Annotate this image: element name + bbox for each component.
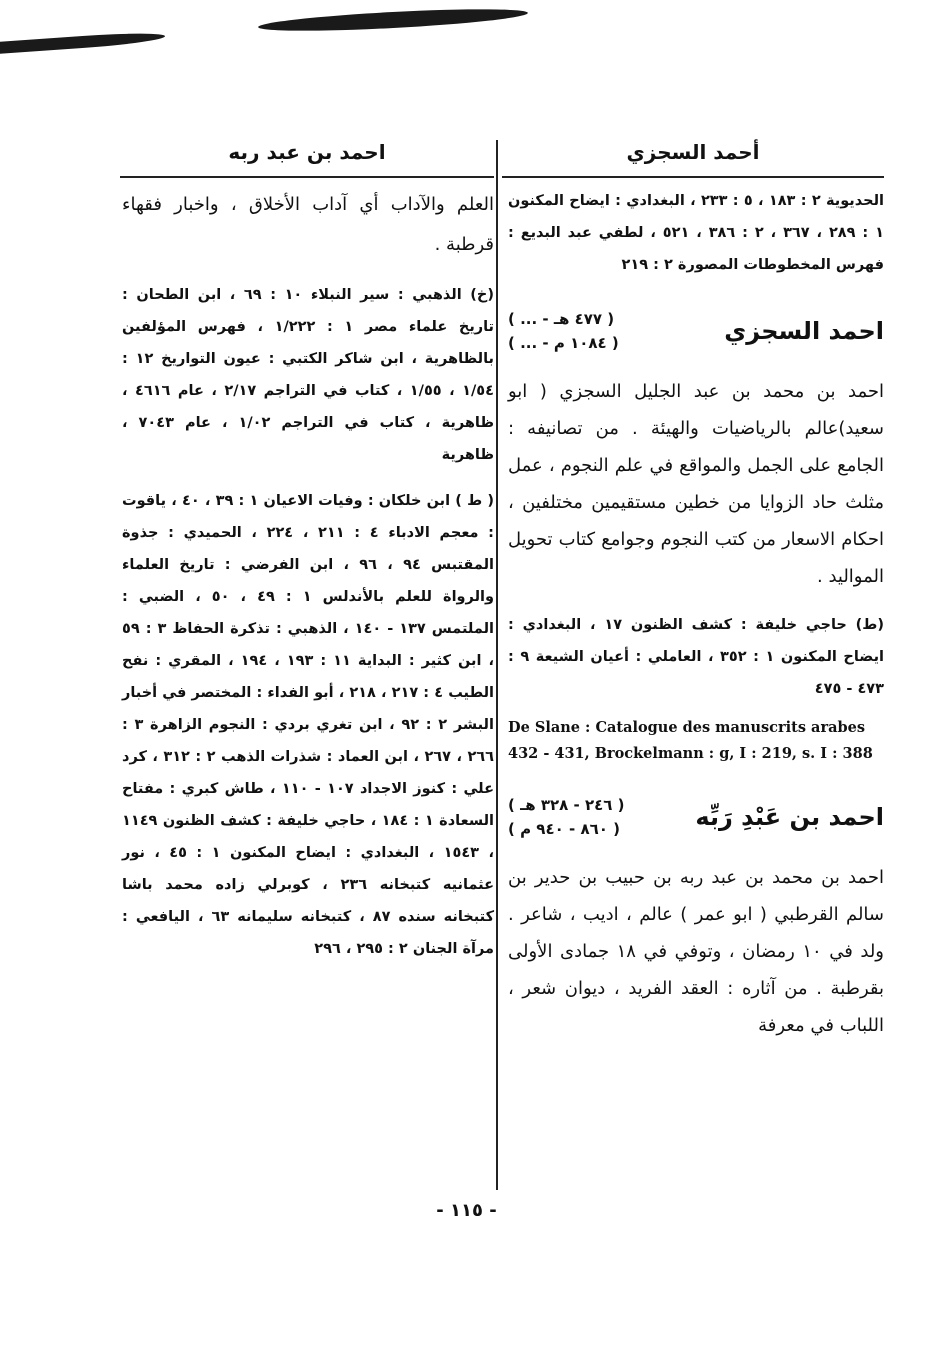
- entry-dates: [508, 307, 619, 355]
- column-divider: [496, 140, 498, 1190]
- dates-gregorian: ( ٨٦٠ - ٩٤٠ م ): [508, 820, 620, 838]
- scan-mark: [258, 5, 528, 35]
- header-rule: [120, 176, 494, 178]
- scan-mark: [0, 30, 165, 54]
- dates-hijri: ( ٢٤٦ - ٣٢٨ هـ ): [508, 796, 625, 814]
- dates-hijri: ( ... - ٤٧٧ هـ ): [508, 310, 615, 328]
- column-header-left: احمد بن عبد ربه: [228, 140, 386, 164]
- entry-heading: [508, 299, 884, 363]
- right-column: [508, 185, 884, 1044]
- entry-references: (ط) حاجي خليفة : كشف الظنون ١٧ ، البغدادي : ايضاح المكنون ١ : ٣٥٢ ، العاملي : أعيان الشيعة ٩ : ٤٧٣ - ٤٧٥: [508, 617, 884, 697]
- header-rule: [502, 176, 884, 178]
- entry-body: احمد بن محمد بن عبد الجليل السجزي ( ابو سعيد)عالم بالرياضيات والهيئة . من تصانيفه : الجامع على الجمل والمواقع في علم النجوم ، عمل مثلث حاد الزوايا من خطين مستقيمين مختلفين ، احكام الاسعار من كتب النجوم وجوامع كتاب تحويل المواليد .: [508, 381, 884, 587]
- references-printed: ( ط ) ابن خلكان : وفيات الاعيان ١ : ٣٩ ، ٤٠ ، ياقوت : معجم الادباء ٤ : ٢١١ ، ٢٢٤ ، الحميدي : جذوة المقتبس ٩٤ ، ٩٦ ، ابن الفرضي : تاريخ العلماء والرواة للعلم بالأندلس ١ : ٤٩ ، ٥٠ ، الضبي : الملتمس ١٣٧ - ١٤٠ ، الذهبي : تذكرة الحفاظ ٣ : ٥٩ ، ابن كثير : البداية ١١ : ١٩٣ ، ١٩٤ ، المقري : نفح الطيب ٤ : ٢١٧ ، ٢١٨ ، أبو الفداء : المختصر في أخبار البشر ٢ : ٩٢ ، ابن تغري بردي : النجوم الزاهرة ٣ : ٢٦٦ ، ٢٦٧ ، ابن العماد : شذرات الذهب ٢ : ٣١٢ ، كرد علي : كنوز الاجداد ١٠٧ - ١١٠ ، طاش كبري : مفتاح السعادة ١ : ١٨٤ ، حاجي خليفة : كشف الظنون ١١٤٩ ، ١٥٤٣ ، البغدادي : ايضاح المكنون ١ : ٤٥ ، نور عثمانيه كتبخانه ٢٣٦ ، كوبرلي زاده محمد باشا كتبخانه سنده ٨٧ ، كتبخانه سليمانه ٦٣ ، اليافعي : مرآة الجنان ٢ : ٢٩٥ ، ٢٩٦: [122, 493, 495, 957]
- entry-body: احمد بن محمد بن عبد ربه بن حبيب بن حدير بن سالم القرطبي ( ابو عمر ) عالم ، اديب ، شاعر . ولد في ١٠ رمضان ، وتوفي في ١٨ جمادى الأولى بقرطبة . من آثاره : العقد الفريد ، ديوان شعر ، اللباب في معرفة: [508, 867, 884, 1036]
- entry-name: احمد بن عَبْدِ رَبِّه: [695, 803, 884, 831]
- left-column: [122, 185, 494, 965]
- column-header-right: أحمد السجزي: [626, 140, 760, 164]
- page-number: - ١١٥ -: [436, 1200, 497, 1221]
- references-top: الحديوية ٢ : ١٨٣ ، ٥ : ٢٣٣ ، البغدادي : ايضاح المكنون ١ : ٢٨٩ ، ٣٦٧ ، ٢ : ٣٨٦ ، ٥٢١ ، لطفي عبد البديع : فهرس المخطوطات المصورة ٢ : ٢١٩: [508, 193, 884, 273]
- entry-name: احمد السجزي: [724, 317, 884, 345]
- entry-continuation: العلم والآداب أي آداب الأخلاق ، واخبار فقهاء قرطبة .: [122, 194, 494, 255]
- entry-dates: [508, 793, 625, 841]
- entry-heading: [508, 785, 884, 849]
- dates-gregorian: ( ... - ١٠٨٤ م ): [508, 334, 619, 352]
- latin-references: De Slane : Catalogue des manuscrits arabes 432 - 431, Brockelmann : g, I : 219, s. I : 388: [508, 719, 873, 762]
- references-manuscripts: (خ) الذهبي : سير النبلاء ١٠ : ٦٩ ، ابن الطحان : تاريخ علماء مصر ١ : ١/٢٢٢ ، فهرس المؤلفين بالظاهرية ، ابن شاكر الكتبي : عيون التواريخ ١٢ : ١/٥٤ ، ١/٥٥ ، كتاب في التراجم ٢/١٧ ، عام ٤٦١٦ ، ظاهرية ، كتاب في التراجم ١/٠٢ ، عام ٧٠٤٣ ، ظاهرية: [122, 287, 495, 463]
